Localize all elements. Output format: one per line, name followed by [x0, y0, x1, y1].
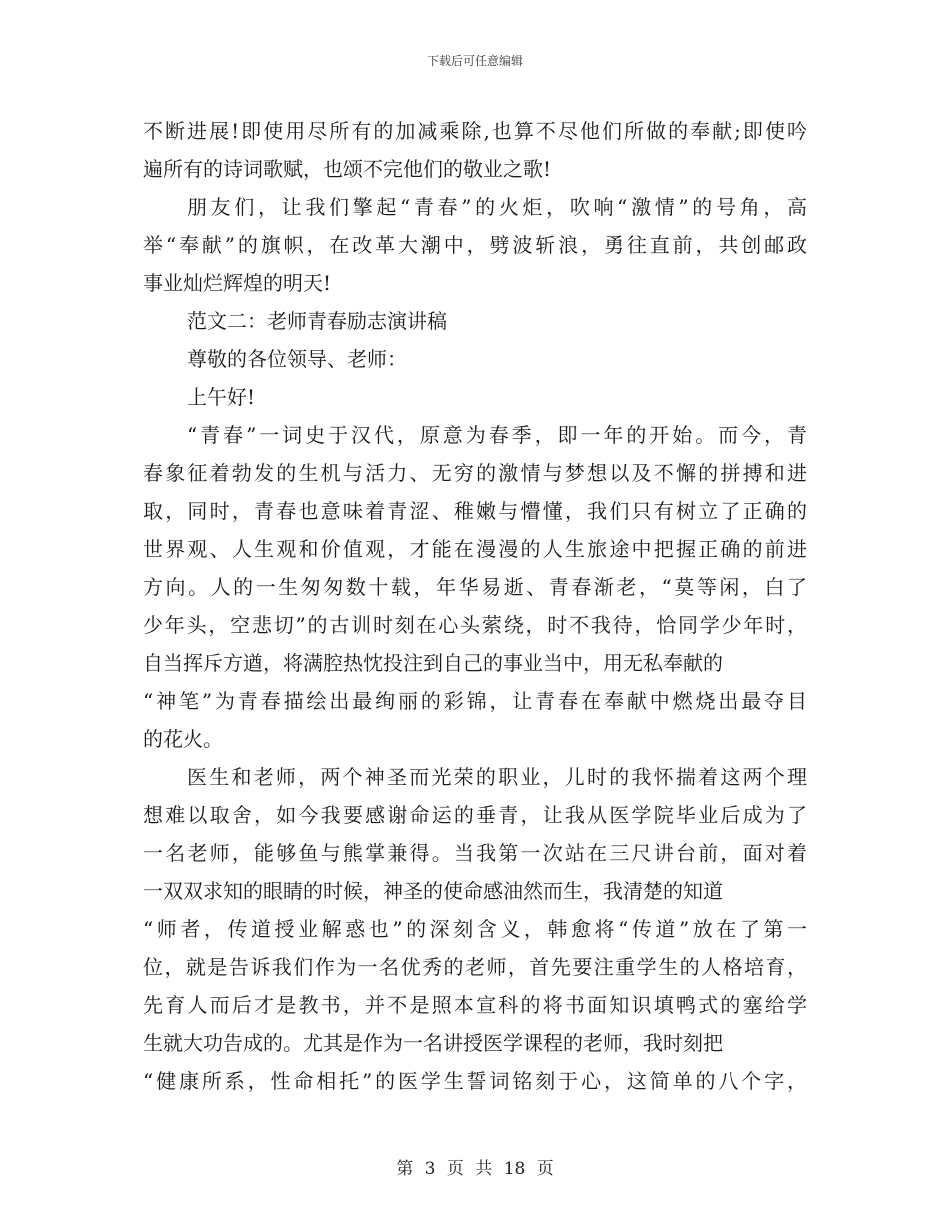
text-line: 尊敬的各位领导、老师：: [187, 347, 407, 371]
text-line: 举“奉献”的旗帜，在改革大潮中，劈波斩浪，勇往直前，共创邮政: [143, 233, 807, 257]
document-body: [143, 112, 807, 1100]
text-line: 一双双求知的眼睛的时候，神圣的使命感油然而生，我清楚的知道: [143, 879, 723, 903]
text-line: 上午好!: [187, 385, 256, 409]
text-line: 不断进展!即使用尽所有的加减乘除,也算不尽他们所做的奉献;即使吟: [143, 119, 807, 143]
text-line: 范文二：老师青春励志演讲稿: [187, 309, 447, 333]
text-line: 先育人而后才是教书，并不是照本宣科的将书面知识填鸭式的塞给学: [143, 993, 807, 1017]
text-line: 方向。人的一生匆匆数十载，年华易逝、青春渐老，“莫等闲，白了: [143, 575, 807, 599]
text-line: 遍所有的诗词歌赋，也颂不完他们的敬业之歌!: [143, 157, 552, 181]
text-line: “神笔”为青春描绘出最绚丽的彩锦，让青春在奉献中燃烧出最夺目: [143, 689, 807, 713]
text-line: “师者，传道授业解惑也”的深刻含义，韩愈将“传道”放在了第一: [143, 917, 807, 941]
text-line: 朋友们，让我们擎起“青春”的火炬，吹响“激情”的号角，高: [187, 195, 807, 219]
text-line: 取，同时，青春也意味着青涩、稚嫩与懵懂，我们只有树立了正确的: [143, 499, 807, 523]
text-line: 医生和老师，两个神圣而光荣的职业，儿时的我怀揣着这两个理: [187, 765, 807, 789]
page-footer: 第 3 页 共 18 页: [396, 1159, 554, 1179]
text-line: 春象征着勃发的生机与活力、无穷的激情与梦想以及不懈的拼搏和进: [143, 461, 807, 485]
text-line: 少年头，空悲切”的古训时刻在心头萦绕，时不我待，恰同学少年时，: [143, 613, 807, 637]
text-line: 世界观、人生观和价值观，才能在漫漫的人生旅途中把握正确的前进: [143, 537, 807, 561]
text-line: 事业灿烂辉煌的明天!: [143, 271, 332, 295]
page-header: 下载后可任意编辑: [426, 54, 523, 68]
text-line: 的花火。: [143, 727, 223, 751]
text-line: 自当挥斥方遒，将满腔热忱投注到自己的事业当中，用无私奉献的: [143, 651, 723, 675]
text-line: 想难以取舍，如今我要感谢命运的垂青，让我从医学院毕业后成为了: [143, 803, 807, 827]
text-line: 生就大功告成的。尤其是作为一名讲授医学课程的老师，我时刻把: [143, 1031, 723, 1055]
text-line: “健康所系，性命相托”的医学生誓词铭刻于心，这简单的八个字，: [143, 1069, 807, 1093]
text-line: 一名老师，能够鱼与熊掌兼得。当我第一次站在三尺讲台前，面对着: [143, 841, 807, 865]
text-line: 位，就是告诉我们作为一名优秀的老师，首先要注重学生的人格培育，: [143, 955, 807, 979]
text-line: “青春”一词史于汉代，原意为春季，即一年的开始。而今，青: [187, 423, 807, 447]
